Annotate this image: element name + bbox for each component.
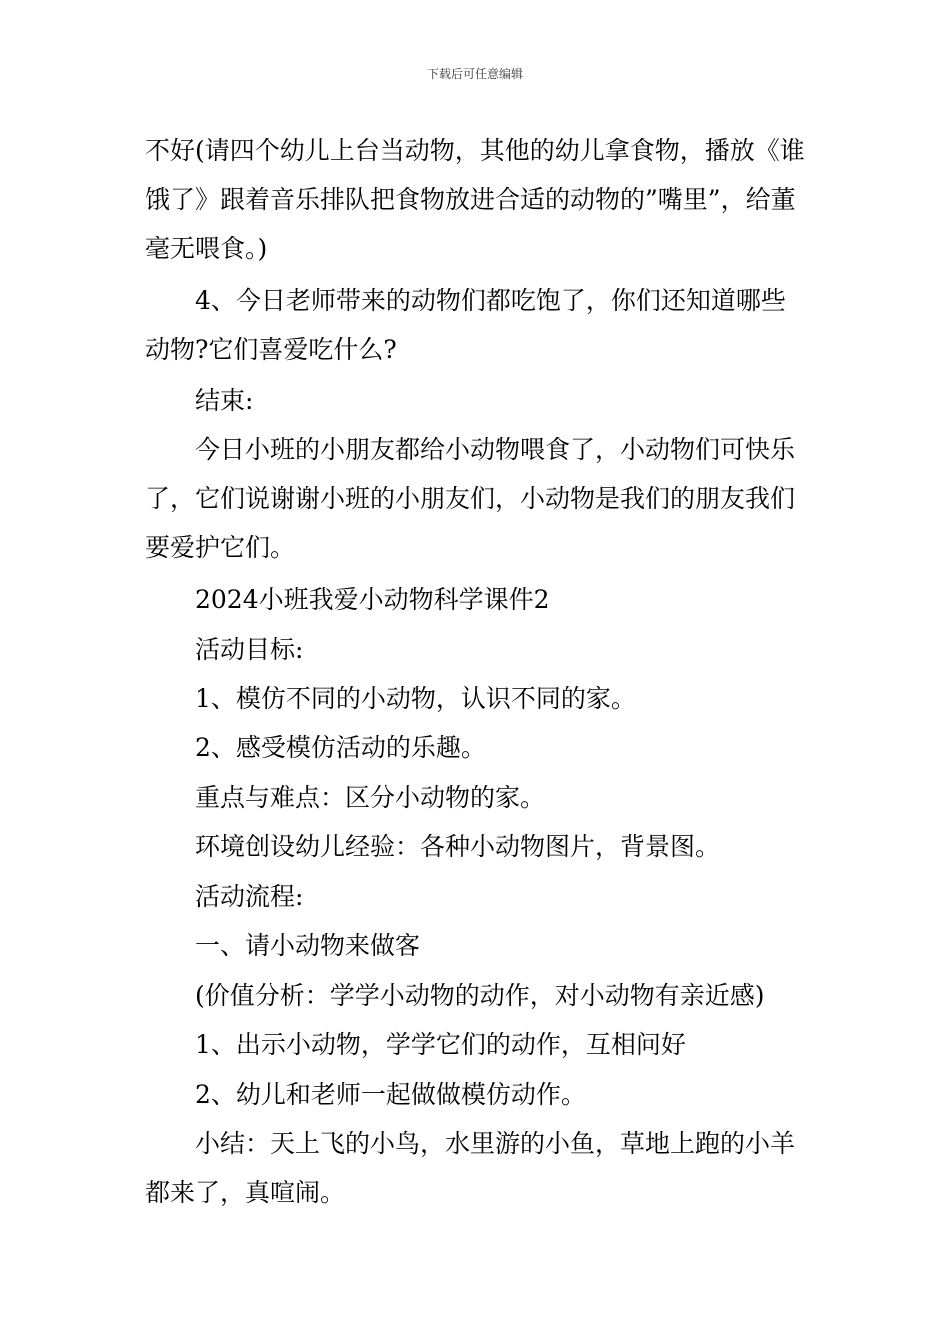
- paragraph-6: 活动目标:: [195, 635, 304, 664]
- paragraph-16: 小结：天上飞的小鸟，水里游的小鱼，草地上跑的小羊都来了，真喧闹。: [145, 1129, 796, 1207]
- paragraph-11: 活动流程:: [195, 882, 304, 911]
- paragraph-12: 一、请小动物来做客: [195, 931, 421, 960]
- paragraph-15: 2、幼儿和老师一起做做模仿动作。: [195, 1080, 586, 1109]
- paragraph-8: 2、感受模仿活动的乐趣。: [195, 733, 486, 762]
- section-title: 2024小班我爱小动物科学课件2: [195, 585, 550, 614]
- paragraph-14: 1、出示小动物，学学它们的动作，互相问好: [195, 1030, 686, 1059]
- paragraph-2: 4、今日老师带来的动物们都吃饱了，你们还知道哪些动物?它们喜爱吃什么?: [145, 286, 786, 364]
- paragraph-1: 不好(请四个幼儿上台当动物，其他的幼儿拿食物，播放《谁饿了》跟着音乐排队把食物放进合适的动物的”嘴里”，给董毫无喂食。): [145, 136, 805, 263]
- paragraph-13: (价值分析：学学小动物的动作，对小动物有亲近感): [195, 981, 765, 1010]
- paragraph-3: 结束:: [195, 386, 254, 415]
- paragraph-10: 环境创设幼儿经验：各种小动物图片，背景图。: [195, 832, 721, 861]
- paragraph-4: 今日小班的小朋友都给小动物喂食了，小动物们可快乐了，它们说谢谢小班的小朋友们，小动物是我们的朋友我们要爱护它们。: [145, 435, 796, 562]
- page-header: 下载后可任意编辑: [426, 67, 523, 81]
- paragraph-7: 1、模仿不同的小动物，认识不同的家。: [195, 684, 636, 713]
- paragraph-9: 重点与难点：区分小动物的家。: [195, 783, 546, 812]
